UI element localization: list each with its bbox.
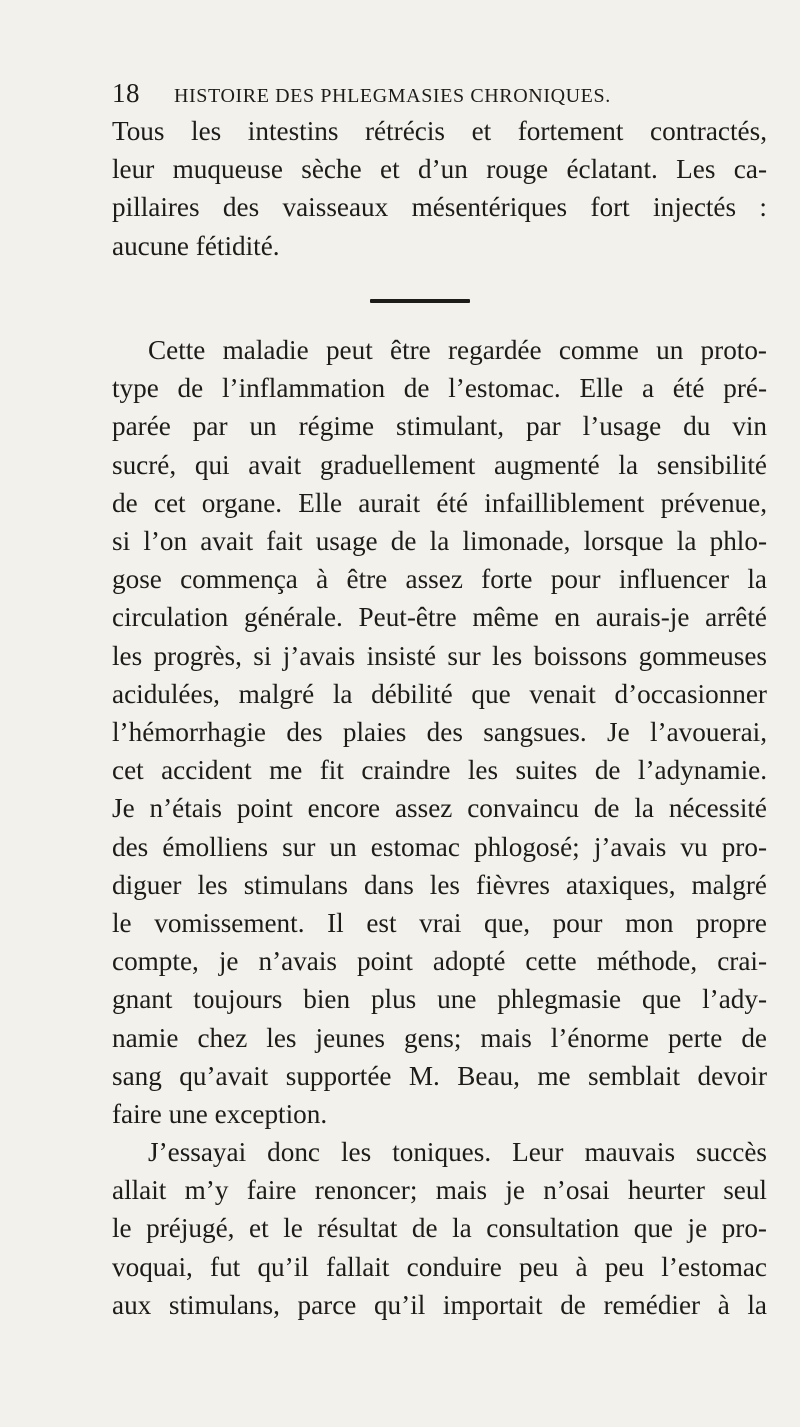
- text-line: pillaires des vaisseaux mésentériques fort injectés :: [112, 192, 767, 223]
- text-line: le préjugé, et le résultat de la consultation que je pro-: [112, 1213, 767, 1244]
- text-line: le vomissement. Il est vrai que, pour mon propre: [112, 908, 767, 939]
- running-title: HISTOIRE DES PHLEGMASIES CHRONIQUES.: [174, 85, 611, 107]
- paragraph-treatment: [112, 1133, 767, 1324]
- paragraph-autopsy: [112, 112, 767, 265]
- text-line: allait m’y faire renoncer; mais je n’osai heurter seul: [112, 1175, 767, 1206]
- text-line: l’hémorrhagie des plaies des sangsues. Je l’avouerai,: [112, 717, 767, 748]
- text-line: aucune fétidité.: [112, 230, 280, 261]
- text-line: aux stimulans, parce qu’il importait de remédier à la: [112, 1289, 767, 1320]
- text-line: Cette maladie peut être regardée comme un proto-: [148, 335, 767, 365]
- text-line: de cet organe. Elle aurait été infailliblement prévenue,: [112, 487, 767, 518]
- text-line: J’essayai donc les toniques. Leur mauvais succès: [148, 1137, 767, 1167]
- text-line: des émolliens sur un estomac phlogosé; j’avais vu pro-: [112, 831, 767, 862]
- text-line: gnant toujours bien plus une phlegmasie que l’ady-: [112, 984, 767, 1015]
- text-line: sang qu’avait supportée M. Beau, me semblait devoir: [112, 1060, 767, 1091]
- text-line: type de l’inflammation de l’estomac. Elle a été pré-: [112, 373, 767, 404]
- text-line: leur muqueuse sèche et d’un rouge éclatant. Les ca-: [112, 154, 767, 185]
- text-line: si l’on avait fait usage de la limonade, lorsque la phlo-: [112, 526, 767, 557]
- text-line: Je n’étais point encore assez convaincu de la nécessité: [112, 793, 767, 824]
- paragraph-discussion: [112, 331, 767, 1133]
- page-number: 18: [112, 78, 140, 108]
- text-line: parée par un régime stimulant, par l’usage du vin: [112, 411, 767, 442]
- text-line: gose commença à être assez forte pour influencer la: [112, 564, 767, 595]
- text-line: les progrès, si j’avais insisté sur les boissons gommeuses: [112, 640, 767, 671]
- text-line: sucré, qui avait graduellement augmenté la sensibilité: [112, 449, 767, 480]
- section-divider: [370, 299, 470, 303]
- text-line: Tous les intestins rétrécis et fortement contractés,: [112, 116, 767, 146]
- text-line: cet accident me fit craindre les suites de l’adynamie.: [112, 755, 767, 786]
- text-line: circulation générale. Peut-être même en aurais-je arrêté: [112, 602, 767, 633]
- text-line: namie chez les jeunes gens; mais l’énorme perte de: [112, 1022, 767, 1053]
- text-line: voquai, fut qu’il fallait conduire peu à peu l’estomac: [112, 1251, 767, 1282]
- text-line: diguer les stimulans dans les fièvres ataxiques, malgré: [112, 869, 767, 900]
- text-line: compte, je n’avais point adopté cette méthode, crai-: [112, 946, 767, 977]
- text-line: acidulées, malgré la débilité que venait d’occasionner: [112, 678, 767, 709]
- text-line: faire une exception.: [112, 1099, 328, 1130]
